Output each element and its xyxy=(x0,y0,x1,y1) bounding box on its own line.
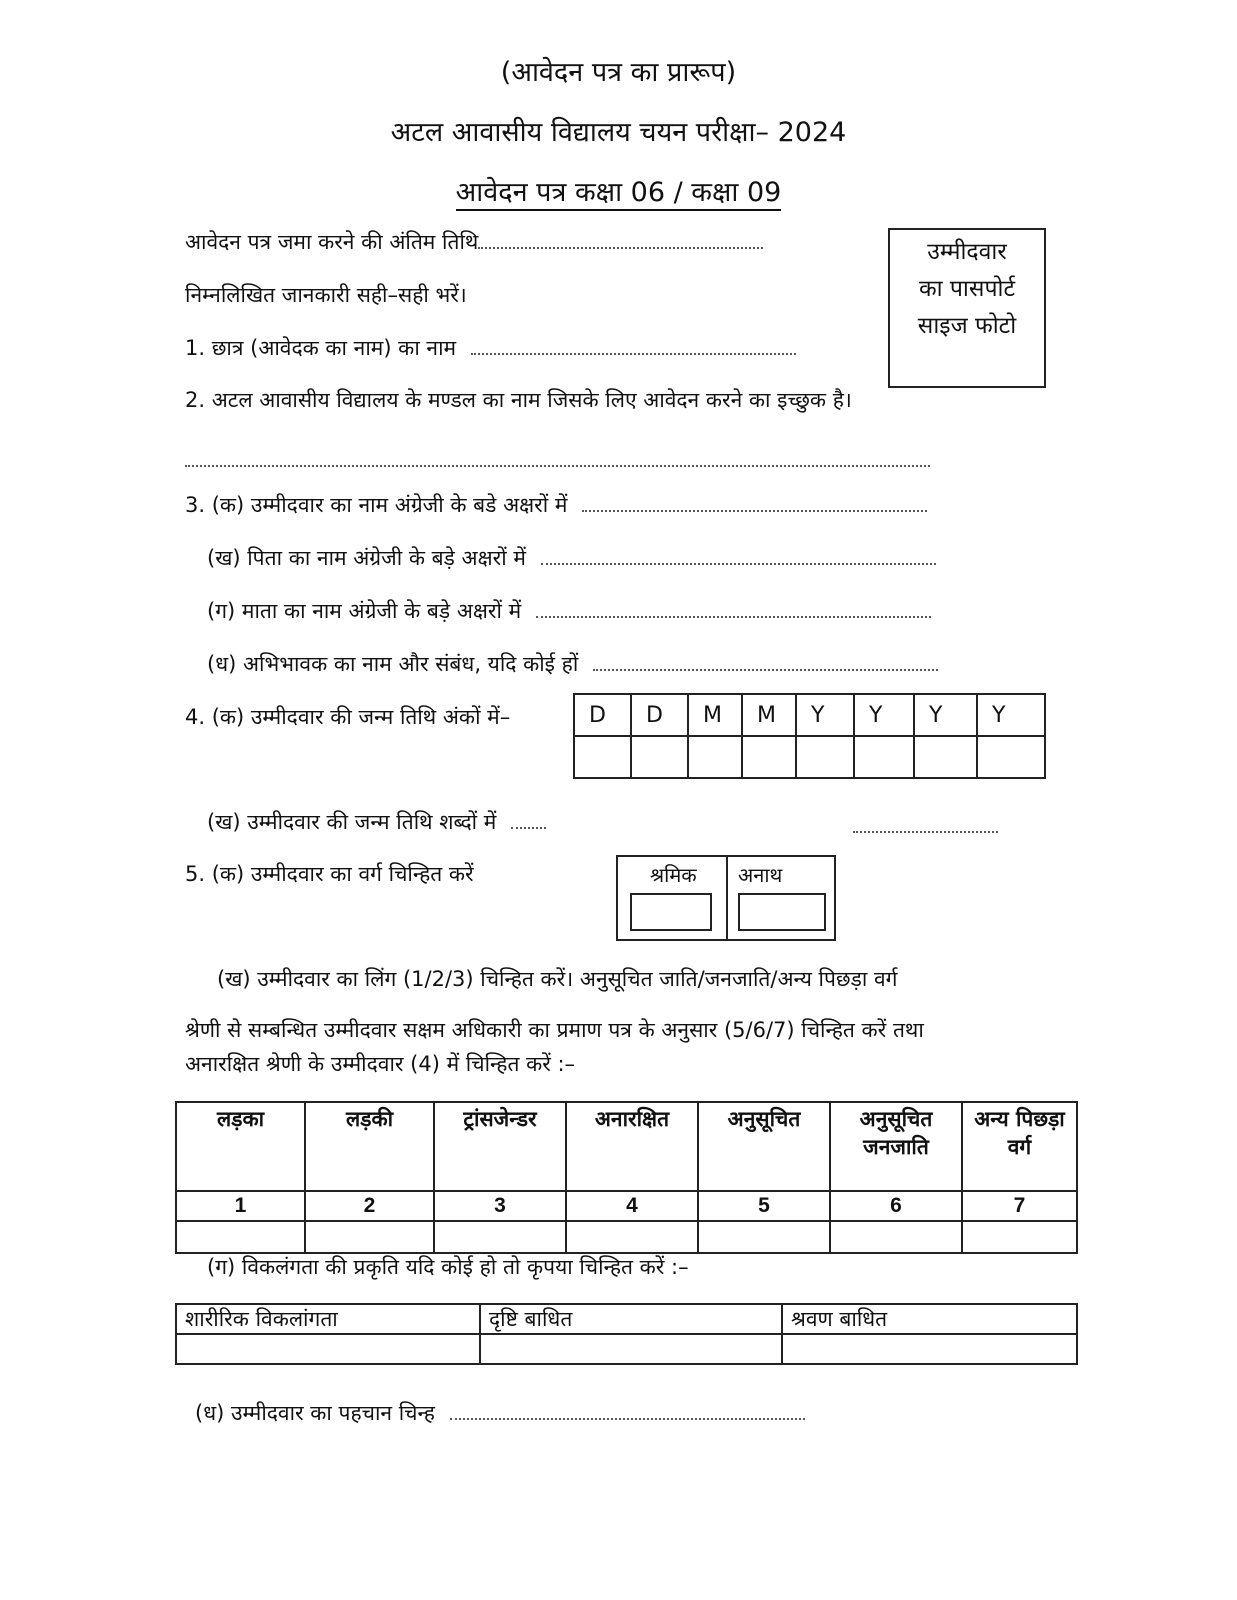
q3c-label: (ग) माता का नाम अंग्रेजी के बड़े अक्षरों में xyxy=(207,599,522,623)
dob-box-y4: Y xyxy=(977,694,1045,736)
q1-row xyxy=(185,334,796,362)
disability-header-row xyxy=(176,1304,1077,1334)
dob-entry-row xyxy=(574,736,1045,778)
gender-caste-entry-row xyxy=(176,1221,1077,1253)
gender-caste-code: 6 xyxy=(830,1191,962,1221)
q3c-row xyxy=(207,597,931,625)
photo-label-line1: उम्मीदवार xyxy=(927,239,1007,265)
gender-caste-entry-cell[interactable] xyxy=(176,1221,305,1253)
q5d-label: (ध) उम्मीदवार का पहचान चिन्ह xyxy=(195,1401,435,1425)
disability-entry-row xyxy=(176,1334,1077,1364)
q3b-label: (ख) पिता का नाम अंग्रेजी के बड़े अक्षरों में xyxy=(207,546,526,570)
category-box xyxy=(616,855,836,941)
dob-box-m2: M xyxy=(742,694,796,736)
dob-words-field[interactable] xyxy=(511,823,546,829)
q2-row xyxy=(185,452,930,471)
q3b-row xyxy=(207,544,936,572)
photo-label-line2: का पासपोर्ट xyxy=(918,276,1016,302)
q3a-label: 3. (क) उम्मीदवार का नाम अंग्रेजी के बडे अक्षरों में xyxy=(185,493,568,517)
category-orphan-checkbox[interactable] xyxy=(738,893,826,931)
gender-caste-header: लड़की xyxy=(305,1102,434,1191)
gender-caste-header: ट्रांसजेन्डर xyxy=(434,1102,566,1191)
disability-entry-cell[interactable] xyxy=(176,1334,480,1364)
gender-caste-header: अनुसूचित जनजाति xyxy=(830,1102,962,1191)
gender-caste-header: लड़का xyxy=(176,1102,305,1191)
category-labour-label: श्रमिक xyxy=(650,863,697,887)
form-title xyxy=(0,172,1237,209)
mother-name-field[interactable] xyxy=(536,612,931,618)
q4a-label: 4. (क) उम्मीदवार की जन्म तिथि अंकों में– xyxy=(185,705,511,729)
division-name-field[interactable] xyxy=(185,461,930,467)
exam-title: अटल आवासीय विद्यालय चयन परीक्षा– 2024 xyxy=(390,117,847,148)
dob-box-y2: Y xyxy=(854,694,914,736)
gender-caste-code: 5 xyxy=(698,1191,830,1221)
dob-entry-cell[interactable] xyxy=(688,736,742,778)
dob-box-y1: Y xyxy=(796,694,854,736)
dob-box-d2: D xyxy=(631,694,688,736)
dob-entry-cell[interactable] xyxy=(977,736,1045,778)
q1-label: 1. छात्र (आवेदक का नाम) का नाम xyxy=(185,336,457,360)
dob-grid xyxy=(573,693,1046,779)
father-name-field[interactable] xyxy=(541,559,936,565)
dob-header-row xyxy=(574,694,1045,736)
last-date-field[interactable] xyxy=(478,243,763,249)
q5a-label: 5. (क) उम्मीदवार का वर्ग चिन्हित करें xyxy=(185,862,474,886)
gender-caste-header-row xyxy=(176,1102,1077,1191)
gender-caste-header: अनुसूचित xyxy=(698,1102,830,1191)
dob-entry-cell[interactable] xyxy=(574,736,631,778)
disability-header: शारीरिक विकलांगता xyxy=(176,1304,480,1334)
passport-photo-box[interactable] xyxy=(888,228,1046,388)
gender-caste-header: अनारक्षित xyxy=(566,1102,698,1191)
gender-caste-table xyxy=(175,1101,1078,1254)
candidate-name-english-field[interactable] xyxy=(582,506,927,512)
disability-entry-cell[interactable] xyxy=(480,1334,782,1364)
last-date-label: आवेदन पत्र जमा करने की अंतिम तिथि xyxy=(185,230,479,254)
dob-entry-cell[interactable] xyxy=(854,736,914,778)
q5c-label: (ग) विकलंगता की प्रकृति यदि कोई हो तो कृपया चिन्हित करें :– xyxy=(207,1255,689,1279)
gender-caste-code: 4 xyxy=(566,1191,698,1221)
q3d-row xyxy=(207,650,938,678)
dob-entry-cell[interactable] xyxy=(631,736,688,778)
disability-header: श्रवण बाधित xyxy=(782,1304,1077,1334)
disability-table xyxy=(175,1303,1078,1365)
gender-caste-entry-cell[interactable] xyxy=(698,1221,830,1253)
category-labour-cell xyxy=(618,857,728,939)
category-labour-checkbox[interactable] xyxy=(630,893,712,931)
q5d-row xyxy=(195,1399,805,1427)
identification-mark-field[interactable] xyxy=(450,1414,805,1420)
gender-caste-code-row xyxy=(176,1191,1077,1221)
q5b-label: (ख) उम्मीदवार का लिंग (1/2/3) चिन्हित करें। अनुसूचित जाति/जनजाति/अन्य पिछड़ा वर्ग xyxy=(217,967,898,991)
form-title-text: आवेदन पत्र कक्षा 06 / कक्षा 09 xyxy=(456,177,782,211)
category-orphan-cell xyxy=(728,857,834,939)
dob-box-m1: M xyxy=(688,694,742,736)
format-title: (आवेदन पत्र का प्रारूप) xyxy=(500,57,737,88)
instruction-text: निम्नलिखित जानकारी सही–सही भरें। xyxy=(185,283,467,307)
q2-label: 2. अटल आवासीय विद्यालय के मण्डल का नाम जिसके लिए आवेदन करने का इच्छुक है। xyxy=(185,388,852,412)
gender-caste-entry-cell[interactable] xyxy=(566,1221,698,1253)
gender-caste-entry-cell[interactable] xyxy=(305,1221,434,1253)
dob-words-field-end[interactable] xyxy=(853,818,998,837)
gender-caste-code: 1 xyxy=(176,1191,305,1221)
category-orphan-label: अनाथ xyxy=(738,863,783,887)
dob-entry-cell[interactable] xyxy=(796,736,854,778)
dob-box-y3: Y xyxy=(914,694,977,736)
gender-caste-entry-cell[interactable] xyxy=(434,1221,566,1253)
q3a-row xyxy=(185,491,927,519)
dob-box-d1: D xyxy=(574,694,631,736)
q5b-label-line3: अनारक्षित श्रेणी के उम्मीदवार (4) में चिन्हित करें :– xyxy=(185,1052,576,1076)
gender-caste-code: 3 xyxy=(434,1191,566,1221)
q3d-label: (ध) अभिभावक का नाम और संबंध, यदि कोई हों xyxy=(207,652,579,676)
dob-entry-cell[interactable] xyxy=(742,736,796,778)
dob-entry-cell[interactable] xyxy=(914,736,977,778)
gender-caste-entry-cell[interactable] xyxy=(830,1221,962,1253)
q4b-row xyxy=(207,808,546,836)
disability-entry-cell[interactable] xyxy=(782,1334,1077,1364)
guardian-name-field[interactable] xyxy=(593,665,938,671)
photo-label-line3: साइज फोटो xyxy=(917,313,1017,339)
gender-caste-code: 7 xyxy=(962,1191,1077,1221)
student-name-field[interactable] xyxy=(471,349,796,355)
gender-caste-code: 2 xyxy=(305,1191,434,1221)
q4b-label: (ख) उम्मीदवार की जन्म तिथि शब्दों में xyxy=(207,810,497,834)
last-date-row xyxy=(185,228,763,256)
gender-caste-header: अन्य पिछड़ा वर्ग xyxy=(962,1102,1077,1191)
gender-caste-entry-cell[interactable] xyxy=(962,1221,1077,1253)
disability-header: दृष्टि बाधित xyxy=(480,1304,782,1334)
q5b-label-line2: श्रेणी से सम्बन्धित उम्मीदवार सक्षम अधिकारी का प्रमाण पत्र के अनुसार (5/6/7) चिन्हित करें तथा xyxy=(185,1018,924,1042)
